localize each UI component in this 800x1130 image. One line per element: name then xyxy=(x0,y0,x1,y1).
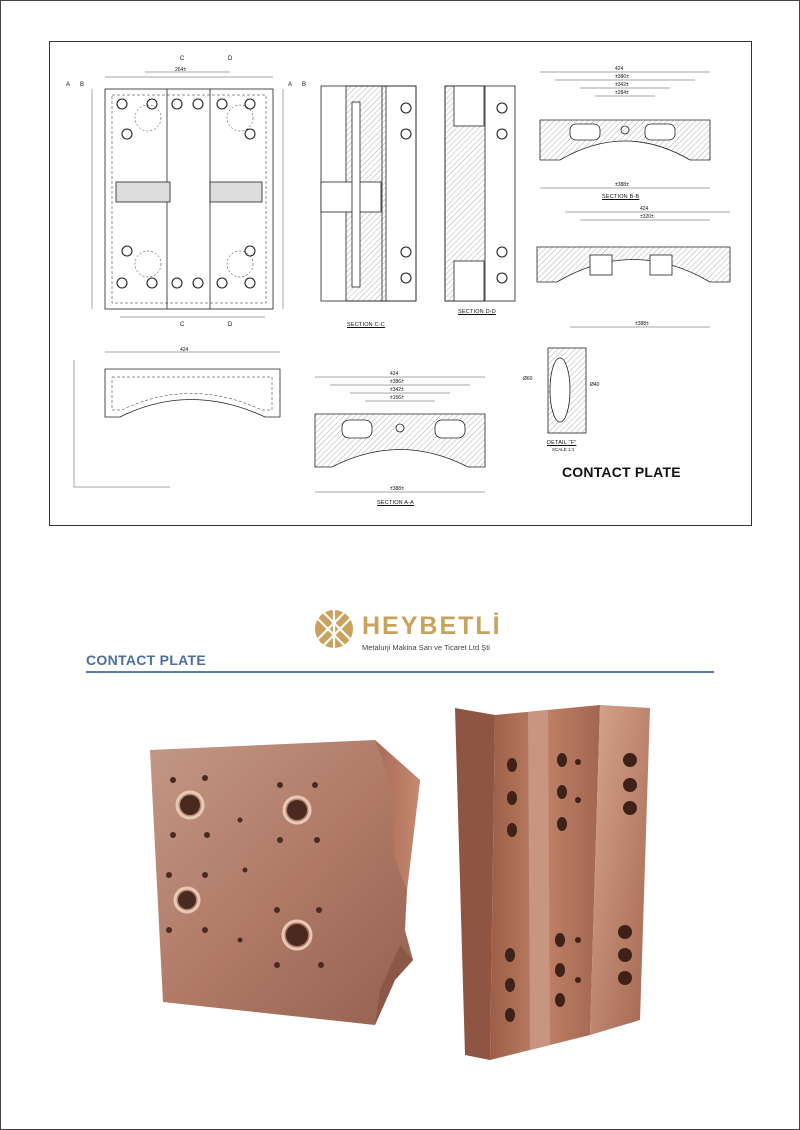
marker-c-bottom: C xyxy=(180,322,185,328)
front-view xyxy=(92,72,283,317)
dim-156-aa: ±156± xyxy=(390,395,404,401)
detail-f-label: DETAIL "F" xyxy=(547,440,577,446)
dim-388-mid: ±388± xyxy=(635,321,649,327)
section-cc-label: SECTION C-C xyxy=(347,322,385,328)
drawing-linework xyxy=(50,42,751,525)
marker-d-top: D xyxy=(228,56,233,62)
detail-f-view xyxy=(548,348,586,433)
drawing-title: CONTACT PLATE xyxy=(562,464,681,480)
dim-386-aa: ±386± xyxy=(390,379,404,385)
contact-plate-photo-front xyxy=(145,740,425,1025)
dim-388-aa: ±388± xyxy=(390,486,404,492)
dim-d60: Ø60 xyxy=(523,376,533,382)
brand-logo xyxy=(314,609,354,649)
section-aa-label: SECTION A-A xyxy=(377,500,415,506)
dim-424-profile: 424 xyxy=(180,347,189,353)
heading-divider xyxy=(86,671,714,673)
dim-overall-bb: 424 xyxy=(615,66,624,72)
section-bb-label: SECTION B-B xyxy=(602,194,640,200)
brand-tagline: Metalurji Makina San ve Ticaret Ltd Şti xyxy=(362,643,490,652)
dim-top-width: 264± xyxy=(175,67,187,73)
section-cc-view xyxy=(321,86,416,301)
dim-320-mid: ±320± xyxy=(640,214,654,220)
marker-a-right: A xyxy=(288,82,293,88)
marker-d-bottom: D xyxy=(228,322,233,328)
brand-name: HEYBETLİ xyxy=(362,612,502,640)
marker-b-left: B xyxy=(80,82,85,88)
marker-b-right: B xyxy=(302,82,307,88)
dim-424-mid: 424 xyxy=(640,206,649,212)
technical-drawing xyxy=(49,41,752,526)
section-heading: CONTACT PLATE xyxy=(86,652,207,668)
marker-a-left: A xyxy=(66,82,71,88)
section-view-right xyxy=(537,212,730,327)
section-dd-label: SECTION D-D xyxy=(458,309,496,315)
section-dd-view xyxy=(445,86,515,301)
profile-view xyxy=(74,352,280,487)
detail-scale-label: SCALE 1:1 xyxy=(552,447,575,452)
dim-d40: Ø40 xyxy=(590,382,600,388)
marker-c-top: C xyxy=(180,56,185,62)
dim-342-bb: ±342± xyxy=(615,82,629,88)
dim-342-aa: ±342± xyxy=(390,387,404,393)
dim-284-bb: ±284± xyxy=(615,90,629,96)
contact-plate-photo-channel xyxy=(450,700,660,1070)
dim-424-aa: 424 xyxy=(390,371,399,377)
dim-388-bb: ±388± xyxy=(615,182,629,188)
dim-386-bb: ±386± xyxy=(615,74,629,80)
